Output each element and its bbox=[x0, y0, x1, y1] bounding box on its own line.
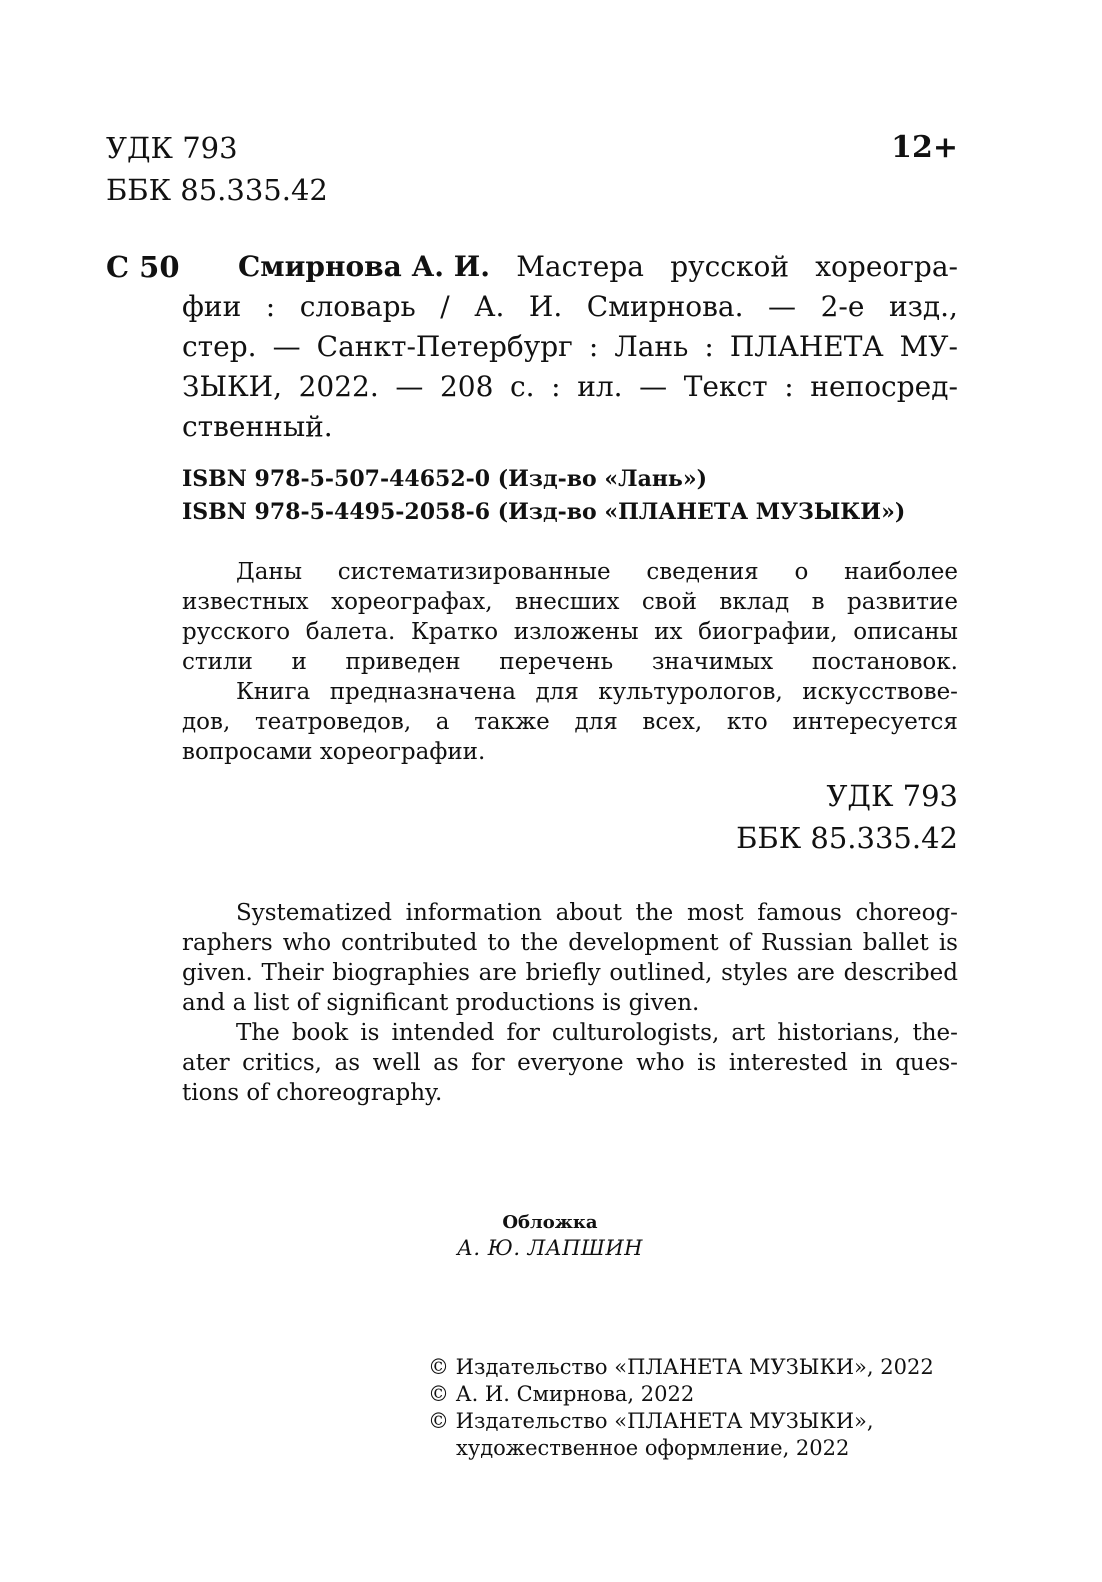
annotation-word: и bbox=[291, 649, 307, 675]
catalog-record bbox=[182, 247, 958, 447]
annotation-word: стили bbox=[182, 649, 253, 675]
annotation-word: ballet bbox=[862, 930, 929, 956]
annotation-line bbox=[182, 1048, 958, 1078]
catalog-word: МУ- bbox=[899, 330, 958, 363]
catalog-word: Текст bbox=[683, 370, 768, 403]
annotation-word: также bbox=[474, 709, 550, 735]
annotation-line bbox=[182, 587, 958, 617]
annotation-word: famous bbox=[757, 900, 842, 926]
annotation-word: intended bbox=[391, 1020, 495, 1046]
annotation-word: Their bbox=[261, 960, 324, 986]
catalog-word: 2-е bbox=[820, 290, 865, 323]
annotation-word: in bbox=[860, 1050, 883, 1076]
catalog-word: ственный. bbox=[182, 410, 333, 443]
annotation-word: contributed bbox=[341, 930, 478, 956]
catalog-word: : bbox=[784, 370, 794, 403]
catalog-word: изд., bbox=[888, 290, 958, 323]
catalog-word: Лань bbox=[614, 330, 689, 363]
udk-code: УДК 793 bbox=[106, 131, 238, 165]
cover-designer: А. Ю. ЛАПШИН bbox=[457, 1236, 643, 1260]
catalog-line bbox=[182, 287, 958, 327]
annotation-word: for bbox=[506, 1020, 540, 1046]
catalog-word: ил. bbox=[577, 370, 623, 403]
annotation-word: the- bbox=[912, 1020, 958, 1046]
annotation-word: of bbox=[246, 1080, 269, 1106]
annotation-word: most bbox=[686, 900, 744, 926]
annotation-word: briefly bbox=[525, 960, 601, 986]
annotation-word: art bbox=[731, 1020, 766, 1046]
annotation-word: is bbox=[602, 990, 622, 1016]
annotation-word: Systematized bbox=[236, 900, 392, 926]
cover-credit bbox=[420, 1212, 680, 1262]
annotation-word: Книга bbox=[236, 679, 311, 705]
annotation-word: choreog- bbox=[855, 900, 958, 926]
annotation-word: development bbox=[568, 930, 719, 956]
annotation-word: are bbox=[796, 960, 835, 986]
annotation-word: critics, bbox=[242, 1050, 322, 1076]
annotation-word: развитие bbox=[847, 589, 958, 615]
annotation-word: tions bbox=[182, 1080, 240, 1106]
annotation-word: for bbox=[471, 1050, 505, 1076]
isbn-planeta-muzyki: ISBN 978-5-4495-2058-6 (Изд-во «ПЛАНЕТА МУЗЫКИ») bbox=[182, 499, 906, 525]
catalog-word: хореогра- bbox=[815, 250, 958, 283]
annotation-word: who bbox=[282, 930, 332, 956]
udk-bbk-footer bbox=[736, 775, 958, 859]
annotation-word: интересуется bbox=[792, 709, 958, 735]
catalog-author: Смирнова А. И. bbox=[238, 250, 490, 283]
annotation-word: the bbox=[520, 930, 559, 956]
annotation-word: о bbox=[794, 559, 809, 585]
annotation-word: свой bbox=[641, 589, 697, 615]
catalog-line bbox=[182, 407, 958, 447]
annotation-word: вопросами bbox=[182, 739, 313, 765]
annotation-word: всех, bbox=[642, 709, 703, 735]
annotation-word: a bbox=[232, 990, 247, 1016]
annotation-word: наиболее bbox=[844, 559, 958, 585]
catalog-line bbox=[182, 367, 958, 407]
isbn-list bbox=[182, 463, 905, 529]
catalog-word: — bbox=[768, 290, 797, 323]
annotation-word: described bbox=[843, 960, 958, 986]
annotation-english bbox=[182, 898, 958, 1108]
annotation-word: Russian bbox=[761, 930, 853, 956]
annotation-word: given. bbox=[182, 960, 253, 986]
annotation-line bbox=[182, 707, 958, 737]
annotation-word: The bbox=[236, 1020, 280, 1046]
annotation-word: предназначена bbox=[329, 679, 517, 705]
catalog-word: фии bbox=[182, 290, 242, 323]
annotation-word: as bbox=[433, 1050, 459, 1076]
annotation-line bbox=[182, 988, 958, 1018]
annotation-word: culturologists, bbox=[551, 1020, 720, 1046]
annotation-line bbox=[182, 677, 958, 707]
annotation-word: about bbox=[555, 900, 622, 926]
annotation-word: в bbox=[811, 589, 825, 615]
annotation-word: для bbox=[535, 679, 579, 705]
annotation-word: значимых bbox=[651, 649, 774, 675]
catalog-word: Санкт-Петербург bbox=[316, 330, 573, 363]
annotation-line bbox=[182, 898, 958, 928]
annotation-line bbox=[182, 647, 958, 677]
copyright-notices bbox=[428, 1354, 934, 1462]
annotation-word: балета. bbox=[305, 619, 396, 645]
annotation-word: who bbox=[636, 1050, 685, 1076]
annotation-word: для bbox=[574, 709, 618, 735]
annotation-word: перечень bbox=[499, 649, 614, 675]
annotation-word: ques- bbox=[895, 1050, 958, 1076]
catalog-word: Мастера bbox=[516, 250, 644, 283]
catalog-word: Смирнова. bbox=[586, 290, 744, 323]
isbn-lan: ISBN 978-5-507-44652-0 (Изд-во «Лань») bbox=[182, 466, 708, 492]
annotation-word: interested bbox=[728, 1050, 848, 1076]
annotation-word: is bbox=[938, 930, 958, 956]
bbk-code: ББК 85.335.42 bbox=[736, 821, 958, 855]
annotation-word: биографии, bbox=[698, 619, 838, 645]
annotation-word: productions bbox=[455, 990, 595, 1016]
annotation-word: систематизированные bbox=[337, 559, 611, 585]
annotation-word: information bbox=[405, 900, 542, 926]
annotation-russian bbox=[182, 557, 958, 767]
copyright-line: художественное оформление, 2022 bbox=[456, 1436, 850, 1460]
annotation-word: культурологов, bbox=[598, 679, 783, 705]
annotation-word: постановок. bbox=[811, 649, 958, 675]
catalog-word: русской bbox=[670, 250, 789, 283]
annotation-word: ater bbox=[182, 1050, 230, 1076]
catalog-word: : bbox=[704, 330, 714, 363]
annotation-word: описаны bbox=[853, 619, 958, 645]
catalog-word: стер. bbox=[182, 330, 257, 363]
annotation-word: дов, bbox=[182, 709, 231, 735]
annotation-word: театроведов, bbox=[254, 709, 412, 735]
catalog-word: 2022. bbox=[298, 370, 379, 403]
catalog-word: — bbox=[272, 330, 301, 363]
catalog-word: — bbox=[395, 370, 424, 403]
copyright-line: © А. И. Смирнова, 2022 bbox=[428, 1382, 695, 1406]
bbk-code: ББК 85.335.42 bbox=[106, 173, 328, 207]
annotation-word: historians, bbox=[777, 1020, 901, 1046]
annotation-word: их bbox=[654, 619, 683, 645]
catalog-code: С 50 bbox=[106, 250, 180, 284]
annotation-word: of bbox=[728, 930, 752, 956]
catalog-word: : bbox=[265, 290, 276, 323]
annotation-word: book bbox=[291, 1020, 349, 1046]
annotation-line bbox=[182, 1018, 958, 1048]
annotation-word: outlined, bbox=[609, 960, 713, 986]
annotation-word: is bbox=[697, 1050, 717, 1076]
catalog-word: непосред- bbox=[810, 370, 958, 403]
annotation-word: biographies bbox=[332, 960, 470, 986]
annotation-word: significant bbox=[326, 990, 449, 1016]
annotation-word: everyone bbox=[517, 1050, 624, 1076]
copyright-line: © Издательство «ПЛАНЕТА МУЗЫКИ», bbox=[428, 1409, 874, 1433]
catalog-word: : bbox=[588, 330, 599, 363]
annotation-word: кто bbox=[726, 709, 768, 735]
annotation-word: as bbox=[334, 1050, 361, 1076]
annotation-line bbox=[182, 737, 958, 767]
annotation-word: а bbox=[435, 709, 450, 735]
catalog-word: словарь bbox=[299, 290, 416, 323]
annotation-word: известных bbox=[182, 589, 309, 615]
annotation-word: to bbox=[487, 930, 511, 956]
annotation-word: are bbox=[478, 960, 517, 986]
annotation-word: and bbox=[182, 990, 226, 1016]
annotation-line bbox=[182, 1078, 958, 1108]
annotation-line bbox=[182, 617, 958, 647]
annotation-word: the bbox=[635, 900, 674, 926]
annotation-word: given. bbox=[628, 990, 700, 1016]
catalog-line bbox=[182, 327, 958, 367]
udk-code: УДК 793 bbox=[826, 779, 958, 813]
annotation-word: Даны bbox=[236, 559, 303, 585]
catalog-word: с. bbox=[509, 370, 535, 403]
catalog-word: А. bbox=[474, 290, 505, 323]
annotation-word: русского bbox=[182, 619, 291, 645]
annotation-word: styles bbox=[721, 960, 788, 986]
age-rating: 12+ bbox=[891, 130, 958, 165]
annotation-word: хореографах, bbox=[331, 589, 493, 615]
catalog-word: И. bbox=[528, 290, 563, 323]
catalog-word: — bbox=[639, 370, 668, 403]
annotation-line bbox=[182, 928, 958, 958]
annotation-word: приведен bbox=[345, 649, 461, 675]
annotation-word: изложены bbox=[513, 619, 639, 645]
cover-label: Обложка bbox=[502, 1212, 598, 1233]
copyright-line: © Издательство «ПЛАНЕТА МУЗЫКИ», 2022 bbox=[428, 1355, 934, 1379]
annotation-word: сведения bbox=[646, 559, 759, 585]
annotation-word: choreography. bbox=[276, 1080, 443, 1106]
annotation-word: of bbox=[296, 990, 320, 1016]
annotation-word: вклад bbox=[719, 589, 790, 615]
udk-bbk-header bbox=[106, 127, 328, 211]
annotation-word: хореографии. bbox=[319, 739, 486, 765]
catalog-word: : bbox=[551, 370, 561, 403]
catalog-word: 208 bbox=[439, 370, 494, 403]
annotation-word: well bbox=[372, 1050, 421, 1076]
annotation-line bbox=[182, 958, 958, 988]
catalog-word: ЗЫКИ, bbox=[182, 370, 282, 403]
catalog-word: / bbox=[440, 290, 450, 323]
annotation-line bbox=[182, 557, 958, 587]
catalog-word: ПЛАНЕТА bbox=[729, 330, 884, 363]
annotation-word: внесших bbox=[515, 589, 620, 615]
annotation-word: искусствове- bbox=[802, 679, 958, 705]
annotation-word: raphers bbox=[182, 930, 273, 956]
annotation-word: Кратко bbox=[410, 619, 499, 645]
catalog-line bbox=[182, 247, 958, 287]
annotation-word: is bbox=[360, 1020, 380, 1046]
annotation-word: list bbox=[253, 990, 290, 1016]
